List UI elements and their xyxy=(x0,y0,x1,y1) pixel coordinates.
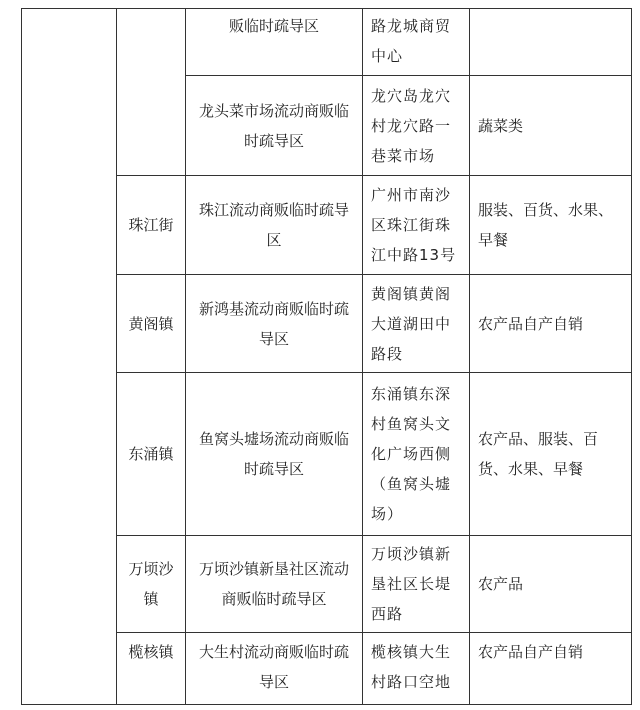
table-cell-zone: 珠江流动商贩临时疏导区 xyxy=(186,176,363,275)
table-cell-address: 黄阁镇黄阁大道湖田中路段 xyxy=(363,275,470,373)
table-cell-town: 珠江街 xyxy=(117,176,186,275)
table-cell-blank xyxy=(22,9,117,705)
table-cell-goods: 农产品、服装、百货、水果、早餐 xyxy=(470,373,632,536)
vendor-zone-table xyxy=(21,8,632,705)
table-cell-goods: 农产品自产自销 xyxy=(470,633,632,705)
table-cell-town: 黄阁镇 xyxy=(117,275,186,373)
table-cell-town: 东涌镇 xyxy=(117,373,186,536)
table-row xyxy=(22,9,632,76)
table-cell-address: 路龙城商贸中心 xyxy=(363,9,470,76)
table-cell-town: 万顷沙镇 xyxy=(117,536,186,633)
table-cell-town xyxy=(117,9,186,176)
table-cell-goods: 农产品 xyxy=(470,536,632,633)
table-cell-goods: 服装、百货、水果、早餐 xyxy=(470,176,632,275)
table-cell-town: 榄核镇 xyxy=(117,633,186,705)
table-cell-zone: 贩临时疏导区 xyxy=(186,9,363,76)
table-cell-goods: 蔬菜类 xyxy=(470,76,632,176)
table-cell-zone: 龙头菜市场流动商贩临时疏导区 xyxy=(186,76,363,176)
table-cell-address: 龙穴岛龙穴村龙穴路一巷菜市场 xyxy=(363,76,470,176)
table-cell-goods: 农产品自产自销 xyxy=(470,275,632,373)
table-cell-zone: 鱼窝头墟场流动商贩临时疏导区 xyxy=(186,373,363,536)
table-cell-address: 榄核镇大生村路口空地 xyxy=(363,633,470,705)
table-cell-address: 万顷沙镇新垦社区长堤西路 xyxy=(363,536,470,633)
table-cell-zone: 新鸿基流动商贩临时疏导区 xyxy=(186,275,363,373)
table-cell-address: 广州市南沙区珠江街珠江中路13号 xyxy=(363,176,470,275)
table-cell-goods xyxy=(470,9,632,76)
table-cell-zone: 万顷沙镇新垦社区流动商贩临时疏导区 xyxy=(186,536,363,633)
table-cell-address: 东涌镇东深村鱼窝头文化广场西侧（鱼窝头墟场） xyxy=(363,373,470,536)
table-cell-zone: 大生村流动商贩临时疏导区 xyxy=(186,633,363,705)
